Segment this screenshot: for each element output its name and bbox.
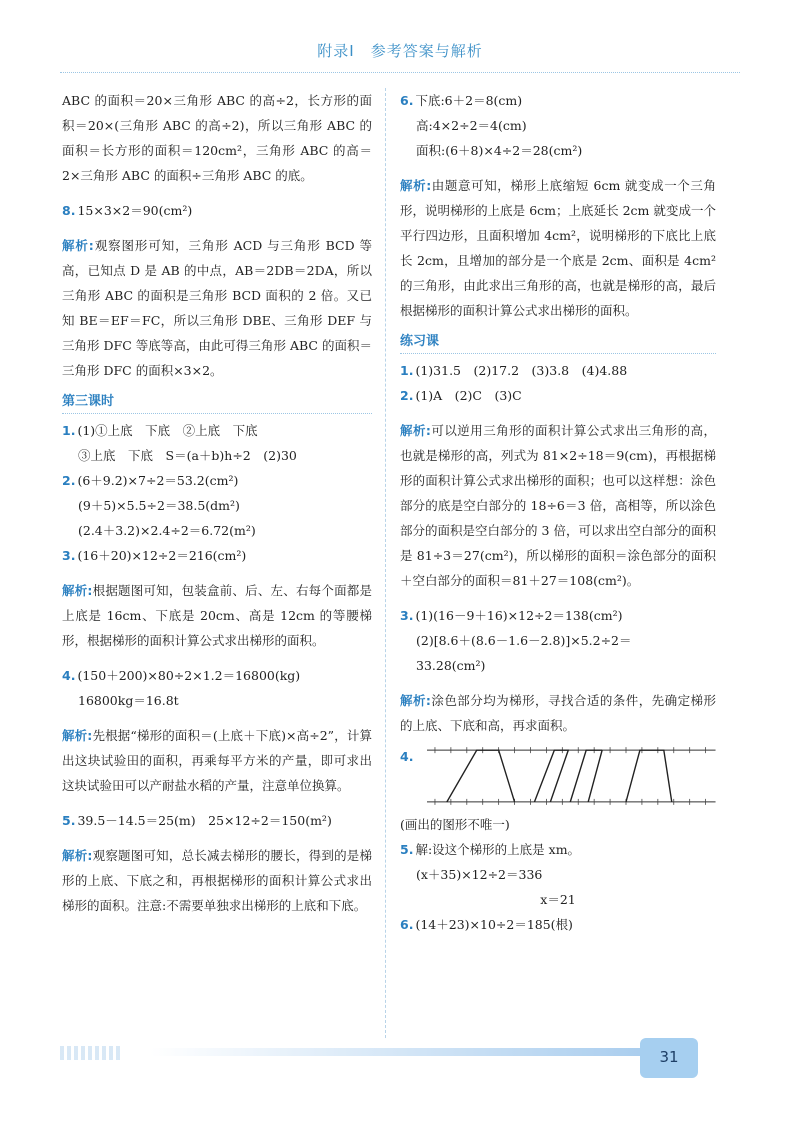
- question-number: 8.: [62, 203, 76, 218]
- analysis-label: 解析:: [62, 848, 93, 863]
- practice-answer-1: [400, 358, 716, 383]
- column-divider: [385, 88, 386, 1038]
- answer-6-line1: [400, 88, 716, 113]
- header-divider: [60, 72, 740, 74]
- practice-answer-3-line1: [400, 603, 716, 628]
- practice-answer-3-line2: (2)[8.6＋(8.6－1.6－2.8)]×5.2÷2＝: [416, 633, 632, 648]
- answer-1-line1: [62, 418, 372, 443]
- analysis-label: 解析:: [62, 728, 93, 743]
- answer-4-line1: [62, 663, 372, 688]
- analysis-text: 由题意可知，梯形上底缩短 6cm 就变成一个三角形，说明梯形的上底是 6cm；上底延长 2cm 就变成一个平行四边形，且面积增加 4cm²，说明梯形的下底比上底长 2cm，且增加的部分是一个底是 2cm、面积是 4cm² 的三角形，由此求出三角形的高，也就是梯形的高，最后根据梯形的面积计算公式求出梯形的面积。: [400, 178, 716, 318]
- practice-answer-4: [400, 744, 716, 812]
- analysis-text: 根据题图可知，包装盒前、后、左、右每个面都是上底是 16cm、下底是 20cm、高是 12cm 的等腰梯形，根据梯形的面积计算公式求出梯形的面积。: [62, 583, 372, 648]
- right-column: [400, 88, 716, 937]
- trapezoid-3-right: [589, 750, 603, 802]
- analysis-3: [62, 578, 372, 653]
- answer-3: [62, 543, 372, 568]
- practice-answer-5-line3: x＝21: [540, 892, 576, 907]
- section-title-lesson3: 第三课时: [62, 391, 372, 414]
- answer-5: [62, 808, 372, 833]
- answer-text: (150＋200)×80÷2×1.2＝16800(kg): [77, 668, 301, 683]
- trapezoid-1: [447, 750, 515, 802]
- answer-2-line3: (2.4＋3.2)×2.4÷2＝6.72(m²): [78, 523, 256, 538]
- analysis-label: 解析:: [400, 693, 431, 708]
- question-number: 1.: [62, 423, 76, 438]
- answer-text: (1)31.5 (2)17.2 (3)3.8 (4)4.88: [415, 363, 628, 378]
- answer-text: 15×3×2＝90(cm²): [77, 203, 193, 218]
- analysis-4: [62, 723, 372, 798]
- answer-1-line2: ③上底 下底 S＝(a＋b)h÷2 (2)30: [78, 448, 297, 463]
- question-number: 6.: [400, 93, 414, 108]
- page-number: 31: [659, 1048, 679, 1066]
- trapezoid-3-left: [571, 750, 603, 802]
- footer-decoration-left: [60, 1046, 120, 1060]
- answer-text: (1)A (2)C (3)C: [415, 388, 522, 403]
- question-number: 5.: [62, 813, 76, 828]
- continued-paragraph: ABC 的面积＝20×三角形 ABC 的高÷2，长方形的面积＝20×(三角形 ABC 的高÷2)，所以三角形 ABC 的面积＝长方形的面积＝120cm²，三角形 ABC 的高＝2×三角形 ABC 的面积÷三角形 ABC 的底。: [62, 93, 372, 183]
- answer-text: 下底:6＋2＝8(cm): [415, 93, 523, 108]
- answer-text: 解:设这个梯形的上底是 xm。: [415, 842, 581, 857]
- trapezoid-4: [626, 750, 672, 802]
- question-number: 3.: [400, 608, 414, 623]
- answer-6-line3: 面积:(6＋8)×4÷2＝28(cm²): [416, 143, 583, 158]
- analysis-text: 涂色部分均为梯形，寻找合适的条件，先确定梯形的上底、下底和高，再求面积。: [400, 693, 716, 733]
- analysis-text: 可以逆用三角形的面积计算公式求出三角形的高，也就是梯形的高，列式为 81×2÷18＝9(cm)，再根据梯形的面积计算公式求出梯形的面积；也可以这样想：涂色部分的底是空白部分的 18÷6＝3 倍，高相等，所以涂色部分的面积是空白部分的 3 倍，可以求出空白部分的面积是 81÷3＝27(cm²)，所以梯形的面积＝涂色部分的面积＋空白部分的面积＝81＋27＝108(cm²)。: [400, 423, 716, 588]
- answer-text: (1)(16－9＋16)×12÷2＝138(cm²): [415, 608, 623, 623]
- answer-6-line2: 高:4×2÷2＝4(cm): [416, 118, 527, 133]
- analysis-label: 解析:: [400, 423, 431, 438]
- analysis-label: 解析:: [62, 583, 93, 598]
- figure-note: (画出的图形不唯一): [400, 817, 510, 832]
- question-number: 1.: [400, 363, 414, 378]
- practice-answer-5-line2: (x＋35)×12÷2＝336: [416, 867, 543, 882]
- trapezoid-drawing-figure: [427, 746, 716, 812]
- answer-4-line2: 16800kg＝16.8t: [78, 693, 179, 708]
- footer-band: [150, 1048, 650, 1056]
- answer-text: (1)①上底 下底 ②上底 下底: [77, 423, 258, 438]
- practice-answer-2: [400, 383, 716, 408]
- analysis-label: 解析:: [400, 178, 432, 193]
- answer-text: (16＋20)×12÷2＝216(cm²): [77, 548, 247, 563]
- analysis-6: [400, 173, 716, 323]
- practice-analysis-3: [400, 688, 716, 738]
- left-column: [62, 88, 372, 918]
- question-number: 4.: [400, 749, 414, 764]
- answer-text: (14＋23)×10÷2＝185(根): [415, 917, 573, 932]
- question-number: 6.: [400, 917, 414, 932]
- question-number: 2.: [400, 388, 414, 403]
- answer-text: (6＋9.2)×7÷2＝53.2(cm²): [77, 473, 239, 488]
- analysis-label: 解析:: [62, 238, 94, 253]
- analysis-text: 观察题图可知，总长减去梯形的腰长，得到的是梯形的上底、下底之和，再根据梯形的面积计算公式求出梯形的面积。注意:不需要单独求出梯形的上底和下底。: [62, 848, 372, 913]
- trapezoid-2: [535, 750, 569, 802]
- page-header: 附录Ⅰ 参考答案与解析: [317, 42, 483, 60]
- analysis-text: 观察图形可知，三角形 ACD 与三角形 BCD 等高，已知点 D 是 AB 的中点，AB＝2DB＝2DA，所以三角形 ABC 的面积是三角形 BCD 面积的 2 倍。又已知 BE＝EF＝FC，所以三角形 DBE、三角形 DEF 与三角形 DFC 等底等高，由此可得三角形 ABC 的面积＝三角形 DFC 的面积×3×2。: [62, 238, 373, 378]
- question-number: 2.: [62, 473, 76, 488]
- answer-8: [62, 198, 372, 223]
- answer-2-line2: (9＋5)×5.5÷2＝38.5(dm²): [78, 498, 240, 513]
- practice-answer-3-line3: 33.28(cm²): [416, 658, 486, 673]
- answer-text: 39.5－14.5＝25(m) 25×12÷2＝150(m²): [77, 813, 332, 828]
- question-number: 3.: [62, 548, 76, 563]
- section-title-practice: 练习课: [400, 331, 716, 354]
- analysis-8: [62, 233, 372, 383]
- question-number: 5.: [400, 842, 414, 857]
- question-number: 4.: [62, 668, 76, 683]
- practice-answer-6: [400, 912, 716, 937]
- analysis-text: 先根据“梯形的面积＝(上底＋下底)×高÷2”，计算出这块试验田的面积，再乘每平方米的产量，即可求出这块试验田可以产耐盐水稻的产量，注意单位换算。: [62, 728, 372, 793]
- practice-analysis-2: [400, 418, 716, 593]
- analysis-5: [62, 843, 372, 918]
- answer-2-line1: [62, 468, 372, 493]
- practice-answer-5-line1: [400, 837, 716, 862]
